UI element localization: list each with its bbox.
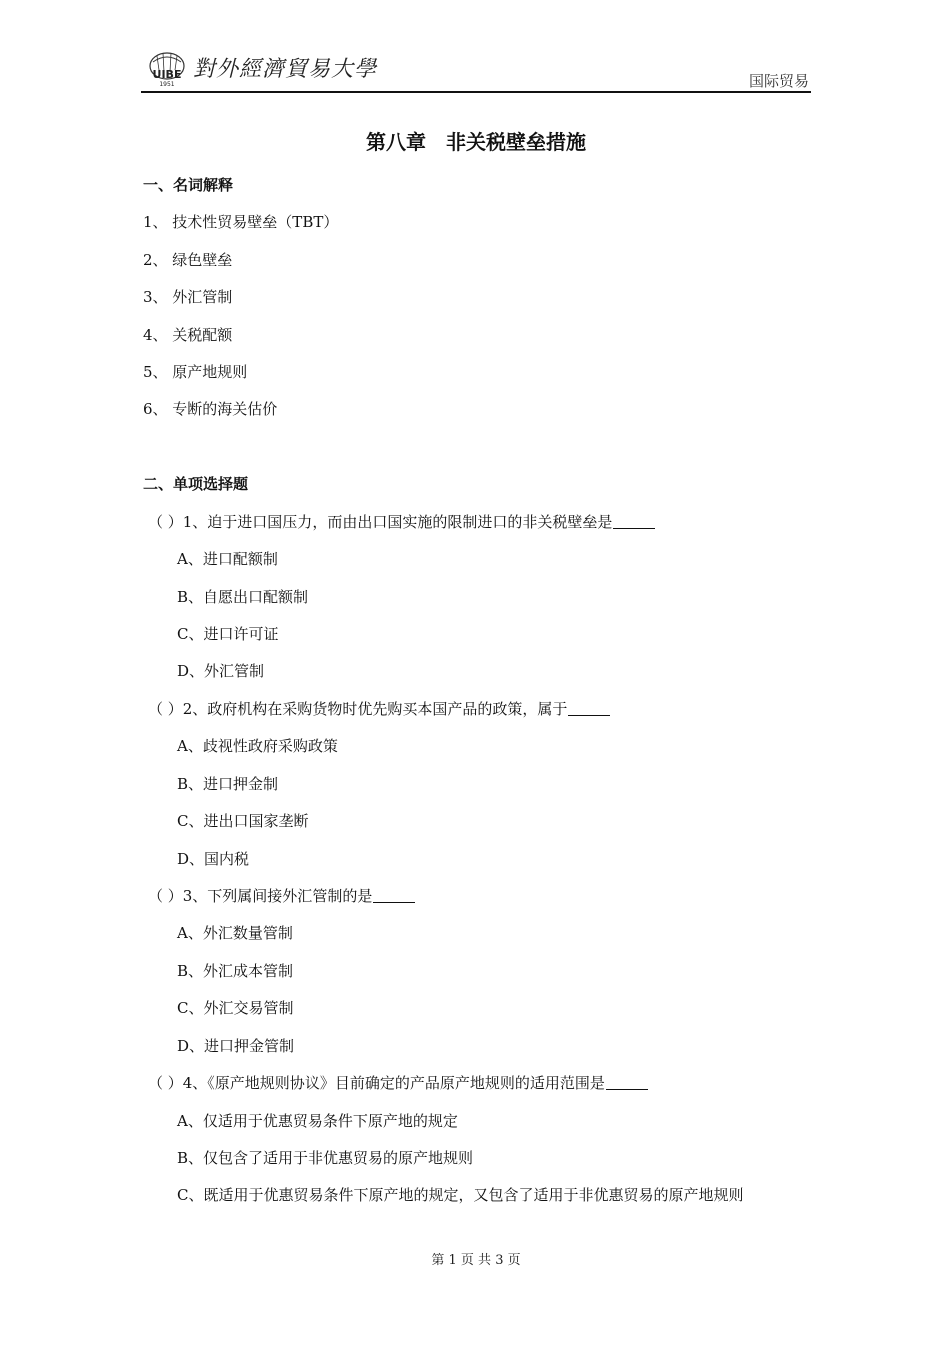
option-item: D、国内税 <box>177 850 250 868</box>
section-heading-terms: 一、名词解释 <box>143 176 234 194</box>
answer-blank <box>568 701 610 716</box>
answer-blank <box>373 888 415 903</box>
term-item: 5、 原产地规则 <box>143 363 248 381</box>
option-item: A、歧视性政府采购政策 <box>177 737 338 755</box>
svg-text:1951: 1951 <box>159 81 175 88</box>
question-text: （ ）1、迫于进口国压力，而由出口国实施的限制进口的非关税壁垒是 <box>148 513 613 531</box>
term-item: 2、 绿色壁垒 <box>143 251 233 269</box>
term-item: 1、 技术性贸易壁垒（TBT） <box>143 213 339 231</box>
question-2 <box>148 698 610 719</box>
option-item: B、进口押金制 <box>177 775 279 793</box>
university-name: 對外經濟貿易大學 <box>193 57 378 82</box>
term-item: 4、 关税配额 <box>143 326 233 344</box>
question-4 <box>148 1072 648 1093</box>
option-item: A、仅适用于优惠贸易条件下原产地的规定 <box>177 1112 458 1130</box>
header-rule <box>141 91 811 93</box>
answer-blank <box>606 1075 648 1090</box>
page-number: 第 1 页 共 3 页 <box>431 1253 521 1268</box>
chapter-title: 第八章 非关税壁垒措施 <box>366 130 586 154</box>
question-3 <box>148 885 415 906</box>
option-item: C、外汇交易管制 <box>177 999 294 1017</box>
question-1 <box>148 511 655 532</box>
option-item: A、进口配额制 <box>177 550 278 568</box>
course-name: 国际贸易 <box>748 72 809 90</box>
section-heading-choice: 二、单项选择题 <box>143 475 249 493</box>
term-item: 6、 专断的海关估价 <box>143 400 278 418</box>
option-item: B、仅包含了适用于非优惠贸易的原产地规则 <box>177 1149 474 1167</box>
option-item: C、既适用于优惠贸易条件下原产地的规定，又包含了适用于非优惠贸易的原产地规则 <box>177 1186 744 1204</box>
option-item: B、自愿出口配额制 <box>177 588 309 606</box>
option-item: A、外汇数量管制 <box>177 924 293 942</box>
page-header <box>141 40 811 94</box>
question-text: （ ）3、下列属间接外汇管制的是 <box>148 887 373 905</box>
option-item: B、外汇成本管制 <box>177 962 294 980</box>
option-item: C、进口许可证 <box>177 625 279 643</box>
university-logo <box>145 48 191 92</box>
svg-text:UIBE: UIBE <box>152 68 182 81</box>
answer-blank <box>613 514 655 529</box>
option-item: C、进出口国家垄断 <box>177 812 309 830</box>
term-item: 3、 外汇管制 <box>143 288 233 306</box>
question-text: （ ）2、政府机构在采购货物时优先购买本国产品的政策，属于 <box>148 700 568 718</box>
option-item: D、外汇管制 <box>177 662 265 680</box>
question-text: （ ）4、《原产地规则协议》目前确定的产品原产地规则的适用范围是 <box>148 1074 605 1092</box>
option-item: D、进口押金管制 <box>177 1037 295 1055</box>
